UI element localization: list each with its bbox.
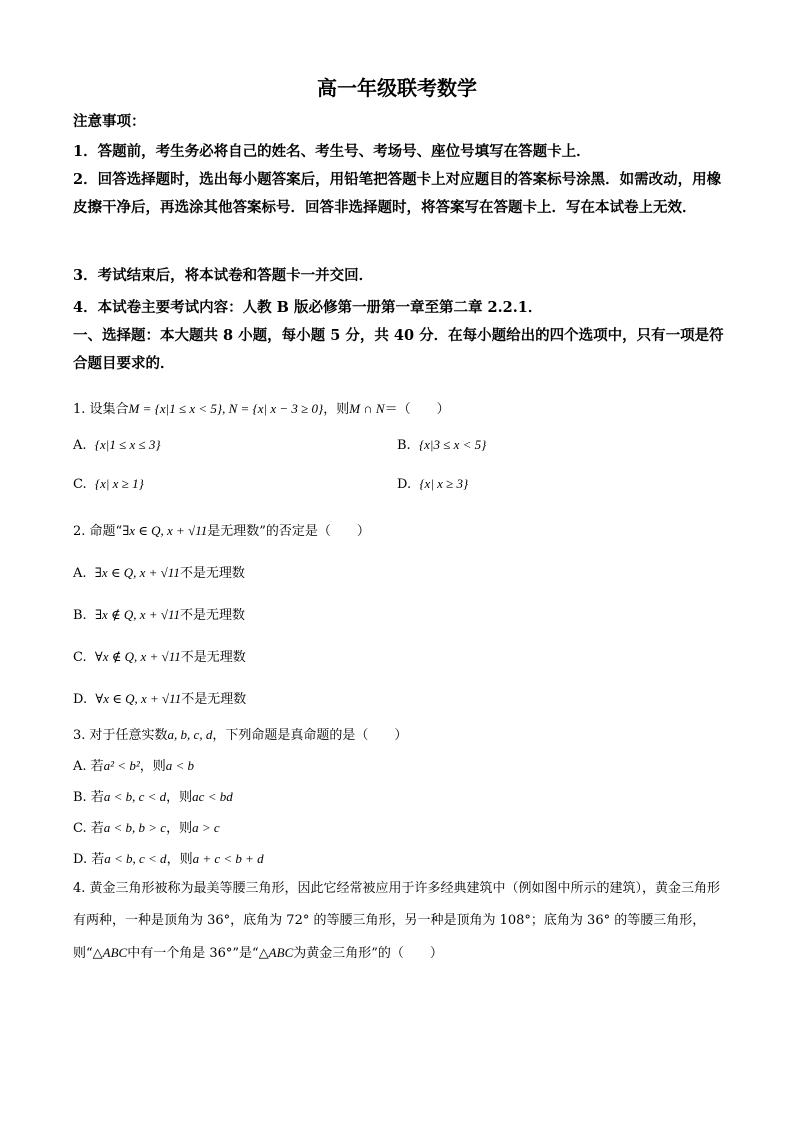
q2-option-d <box>73 688 246 707</box>
q2-option-c-tail: 不是无理数 <box>180 650 246 665</box>
notice-item-2: 2．回答选择题时，选出每小题答案后，用铅笔把答题卡上对应题目的答案标号涂黑．如需改动，用橡皮擦干净后，再选涂其他答案标号．回答非选择题时，将答案写在答题卡上．写在本试卷上无效． <box>73 171 722 216</box>
q3-suffix: ，下列命题是真命题的是（ ） <box>212 728 408 743</box>
q3-option-c-then: ，则 <box>166 821 193 836</box>
q2-option-a-math: ∃x ∈ Q, x + √11 <box>94 565 180 580</box>
q3-option-d-then: ，则 <box>166 852 193 867</box>
notice-item-3: 3．考试结束后，将本试卷和答题卡一并交回． <box>73 267 374 284</box>
notice-item-1: 1．答题前，考生务必将自己的姓名、考生号、考场号、座位号填写在答题卡上． <box>73 143 591 160</box>
q1-option-b-label: B. <box>397 438 411 453</box>
q3-option-a-cond: a² < b² <box>103 758 140 773</box>
q2-option-d-math: ∀x ∈ Q, x + √11 <box>95 691 182 706</box>
q3-option-a-then: ，则 <box>139 759 166 774</box>
q4-triangle-2: △ABC <box>258 945 294 960</box>
q1-suffix: ＝（ ） <box>384 402 450 417</box>
q3-option-b <box>73 786 233 805</box>
question-3-stem <box>73 724 407 743</box>
q4-part-3: 为黄金三角形”的（ ） <box>293 946 443 961</box>
q1-option-c <box>73 476 144 492</box>
question-2-stem <box>73 520 370 539</box>
q4-part-1: 4. 黄金三角形被称为最美等腰三角形，因此它经常被应用于许多经典建筑中（例如图中所示的建筑），黄金三角形有两种，一种是顶角为 36°，底角为 72° 的等腰三角形，另一种是顶角为 108°；底角为 36° 的等腰三角形，则“ <box>73 881 721 961</box>
q1-option-a-label: A. <box>73 438 87 453</box>
q3-option-d-res: a + c < b + d <box>192 851 264 866</box>
question-4-stem <box>73 873 733 970</box>
q3-option-d <box>73 848 264 867</box>
q2-math: ∃x ∈ Q, x + √11 <box>122 523 208 538</box>
q3-option-b-res: ac < bd <box>192 789 233 804</box>
q3-option-a-res: a < b <box>165 758 195 773</box>
q1-option-a-text: {x|1 ≤ x ≤ 3} <box>94 437 161 452</box>
q2-option-c <box>73 646 246 665</box>
q3-prefix: 3. 对于任意实数 <box>73 728 168 743</box>
q3-option-c-cond: a < b, b > c <box>103 820 167 835</box>
q3-option-b-cond: a < b, c < d <box>103 789 167 804</box>
q3-option-d-label: D. 若 <box>73 852 105 867</box>
q2-option-c-math: ∀x ∉ Q, x + √11 <box>94 649 181 664</box>
q2-option-a <box>73 562 245 581</box>
q1-prefix: 1. 设集合 <box>73 402 129 417</box>
q2-option-c-label: C. <box>73 650 87 665</box>
q1-option-b <box>397 437 486 453</box>
q3-vars: a, b, c, d <box>167 727 213 742</box>
q3-option-c-label: C. 若 <box>73 821 104 836</box>
q1-option-b-text: {x|3 ≤ x < 5} <box>418 437 487 452</box>
q1-option-c-text: {x| x ≥ 1} <box>94 476 144 491</box>
q1-option-d-label: D. <box>397 477 412 492</box>
q3-option-b-label: B. 若 <box>73 790 104 805</box>
q2-option-d-tail: 不是无理数 <box>181 692 247 707</box>
q1-option-a <box>73 437 161 453</box>
q2-option-b <box>73 604 245 623</box>
q2-suffix: 是无理数”的否定是（ ） <box>207 524 370 539</box>
q4-triangle-1: △ABC <box>92 945 128 960</box>
q1-mid: ，则 <box>323 402 350 417</box>
q2-option-b-label: B. <box>73 608 87 623</box>
q2-option-a-label: A. <box>73 566 87 581</box>
q2-option-d-label: D. <box>73 692 88 707</box>
q2-option-b-tail: 不是无理数 <box>180 608 246 623</box>
q3-option-c-res: a > c <box>192 820 220 835</box>
q3-option-d-cond: a < b, c < d <box>104 851 167 866</box>
section-heading: 一、选择题：本大题共 8 小题，每小题 5 分，共 40 分．在每小题给出的四个选项中，只有一项是符合题目要求的． <box>73 327 724 372</box>
notice-item-4: 4．本试卷主要考试内容：人教 B 版必修第一册第一章至第二章 2.2.1． <box>73 299 543 316</box>
q3-option-a <box>73 755 194 774</box>
q1-set-m: M = {x|1 ≤ x < 5} <box>128 401 223 416</box>
q1-expr: M ∩ N <box>349 401 385 416</box>
q2-option-b-math: ∃x ∉ Q, x + √11 <box>94 607 180 622</box>
q2-prefix: 2. 命题“ <box>73 524 123 539</box>
q1-set-n: N = {x| x − 3 ≥ 0} <box>228 401 324 416</box>
q3-option-c <box>73 817 220 836</box>
q2-option-a-tail: 不是无理数 <box>179 566 245 581</box>
notice-heading: 注意事项： <box>73 113 146 130</box>
page-title: 高一年级联考数学 <box>317 76 477 100</box>
q4-part-2: 中有一个角是 36°”是“ <box>127 946 259 961</box>
q3-option-a-label: A. 若 <box>73 759 104 774</box>
q3-option-b-then: ，则 <box>166 790 193 805</box>
q1-option-d <box>397 476 468 492</box>
q1-option-d-text: {x| x ≥ 3} <box>419 476 469 491</box>
question-1-stem: 1. 设集合M = {x|1 ≤ x < 5}, N = {x| x − 3 ≥ 0}，则M ∩ N＝（ ） <box>73 401 450 417</box>
q1-option-c-label: C. <box>73 477 87 492</box>
